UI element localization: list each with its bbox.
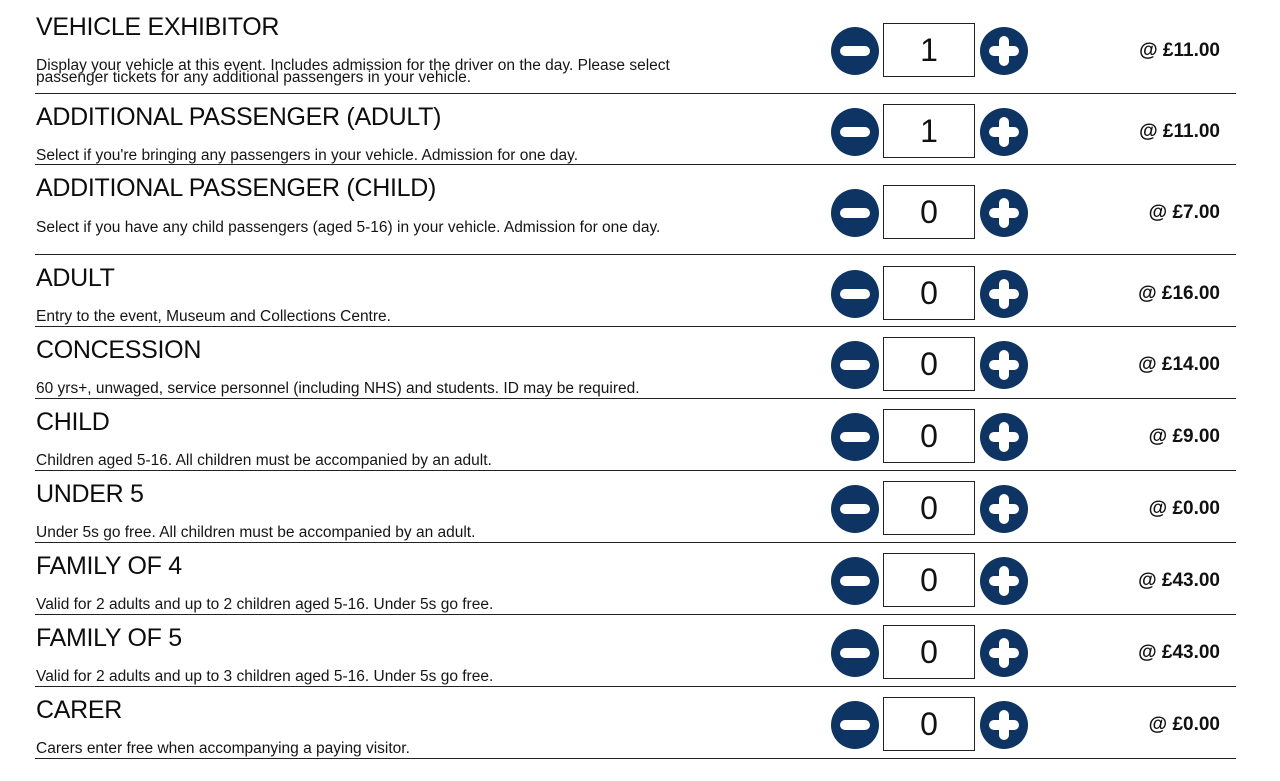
ticket-row-adult (0, 255, 1280, 327)
ticket-row-carer (0, 687, 1280, 759)
plus-circle-icon[interactable] (980, 413, 1028, 461)
ticket-title: CONCESSION (36, 336, 202, 364)
quantity-stepper (831, 697, 1031, 753)
ticket-title: VEHICLE EXHIBITOR (36, 13, 280, 41)
quantity-stepper (831, 481, 1031, 537)
minus-circle-icon[interactable] (831, 189, 879, 237)
plus-circle-icon[interactable] (980, 270, 1028, 318)
ticket-title: FAMILY OF 5 (36, 624, 182, 652)
quantity-field[interactable] (883, 266, 975, 320)
ticket-description: Select if you have any child passengers (aged 5-16) in your vehicle. Admission for one day. (36, 219, 661, 236)
quantity-stepper (831, 266, 1031, 322)
ticket-price: @ £0.00 (1148, 714, 1220, 735)
minus-circle-icon[interactable] (831, 701, 879, 749)
plus-circle-icon[interactable] (980, 701, 1028, 749)
plus-circle-icon[interactable] (980, 557, 1028, 605)
row-divider (35, 758, 1236, 759)
ticket-description: Children aged 5-16. All children must be accompanied by an adult. (36, 452, 492, 469)
ticket-price: @ £14.00 (1138, 354, 1220, 375)
minus-circle-icon[interactable] (831, 485, 879, 533)
ticket-title: FAMILY OF 4 (36, 552, 182, 580)
quantity-field[interactable] (883, 409, 975, 463)
quantity-stepper (831, 337, 1031, 393)
ticket-row-under-5 (0, 471, 1280, 543)
plus-circle-icon[interactable] (980, 108, 1028, 156)
quantity-stepper (831, 553, 1031, 609)
ticket-row-additional-passenger-child (0, 165, 1280, 255)
quantity-field[interactable] (883, 337, 975, 391)
minus-circle-icon[interactable] (831, 413, 879, 461)
ticket-title: UNDER 5 (36, 480, 144, 508)
quantity-field[interactable] (883, 481, 975, 535)
minus-circle-icon[interactable] (831, 108, 879, 156)
quantity-stepper (831, 23, 1031, 79)
ticket-price: @ £11.00 (1139, 40, 1220, 61)
ticket-price: @ £9.00 (1148, 426, 1220, 447)
minus-circle-icon[interactable] (831, 629, 879, 677)
ticket-description: Valid for 2 adults and up to 3 children aged 5-16. Under 5s go free. (36, 668, 494, 685)
quantity-field[interactable] (883, 185, 975, 239)
minus-circle-icon[interactable] (831, 270, 879, 318)
plus-circle-icon[interactable] (980, 27, 1028, 75)
quantity-field[interactable] (883, 697, 975, 751)
ticket-price: @ £43.00 (1138, 570, 1220, 591)
ticket-description: Valid for 2 adults and up to 2 children aged 5-16. Under 5s go free. (36, 596, 494, 613)
ticket-row-family-of-5 (0, 615, 1280, 687)
ticket-row-vehicle-exhibitor (0, 0, 1280, 94)
ticket-description: Entry to the event, Museum and Collections Centre. (36, 308, 391, 325)
ticket-price: @ £7.00 (1148, 202, 1220, 223)
quantity-field[interactable] (883, 625, 975, 679)
ticket-description: Carers enter free when accompanying a paying visitor. (36, 740, 410, 757)
ticket-description: Under 5s go free. All children must be accompanied by an adult. (36, 524, 476, 541)
ticket-description: Select if you're bringing any passengers in your vehicle. Admission for one day. (36, 147, 579, 164)
quantity-stepper (831, 409, 1031, 465)
quantity-field[interactable] (883, 23, 975, 77)
ticket-description: Display your vehicle at this event. Includes admission for the driver on the day. Please select passenger tickets for any additional passengers in your vehicle. (36, 57, 670, 86)
minus-circle-icon[interactable] (831, 557, 879, 605)
ticket-title: CARER (36, 696, 123, 724)
ticket-price: @ £43.00 (1138, 642, 1220, 663)
ticket-description: 60 yrs+, unwaged, service personnel (including NHS) and students. ID may be required. (36, 380, 640, 397)
plus-circle-icon[interactable] (980, 189, 1028, 237)
quantity-stepper (831, 625, 1031, 681)
ticket-title: ADULT (36, 264, 115, 292)
quantity-stepper (831, 104, 1031, 160)
plus-circle-icon[interactable] (980, 629, 1028, 677)
plus-circle-icon[interactable] (980, 485, 1028, 533)
ticket-price: @ £11.00 (1139, 121, 1220, 142)
ticket-price: @ £16.00 (1138, 283, 1220, 304)
ticket-row-family-of-4 (0, 543, 1280, 615)
plus-circle-icon[interactable] (980, 341, 1028, 389)
ticket-title: ADDITIONAL PASSENGER (ADULT) (36, 103, 442, 131)
quantity-field[interactable] (883, 553, 975, 607)
minus-circle-icon[interactable] (831, 27, 879, 75)
ticket-row-child (0, 399, 1280, 471)
ticket-row-concession (0, 327, 1280, 399)
ticket-title: ADDITIONAL PASSENGER (CHILD) (36, 174, 436, 202)
minus-circle-icon[interactable] (831, 341, 879, 389)
ticket-price: @ £0.00 (1148, 498, 1220, 519)
quantity-stepper (831, 185, 1031, 241)
ticket-title: CHILD (36, 408, 110, 436)
quantity-field[interactable] (883, 104, 975, 158)
ticket-row-additional-passenger-adult (0, 94, 1280, 165)
